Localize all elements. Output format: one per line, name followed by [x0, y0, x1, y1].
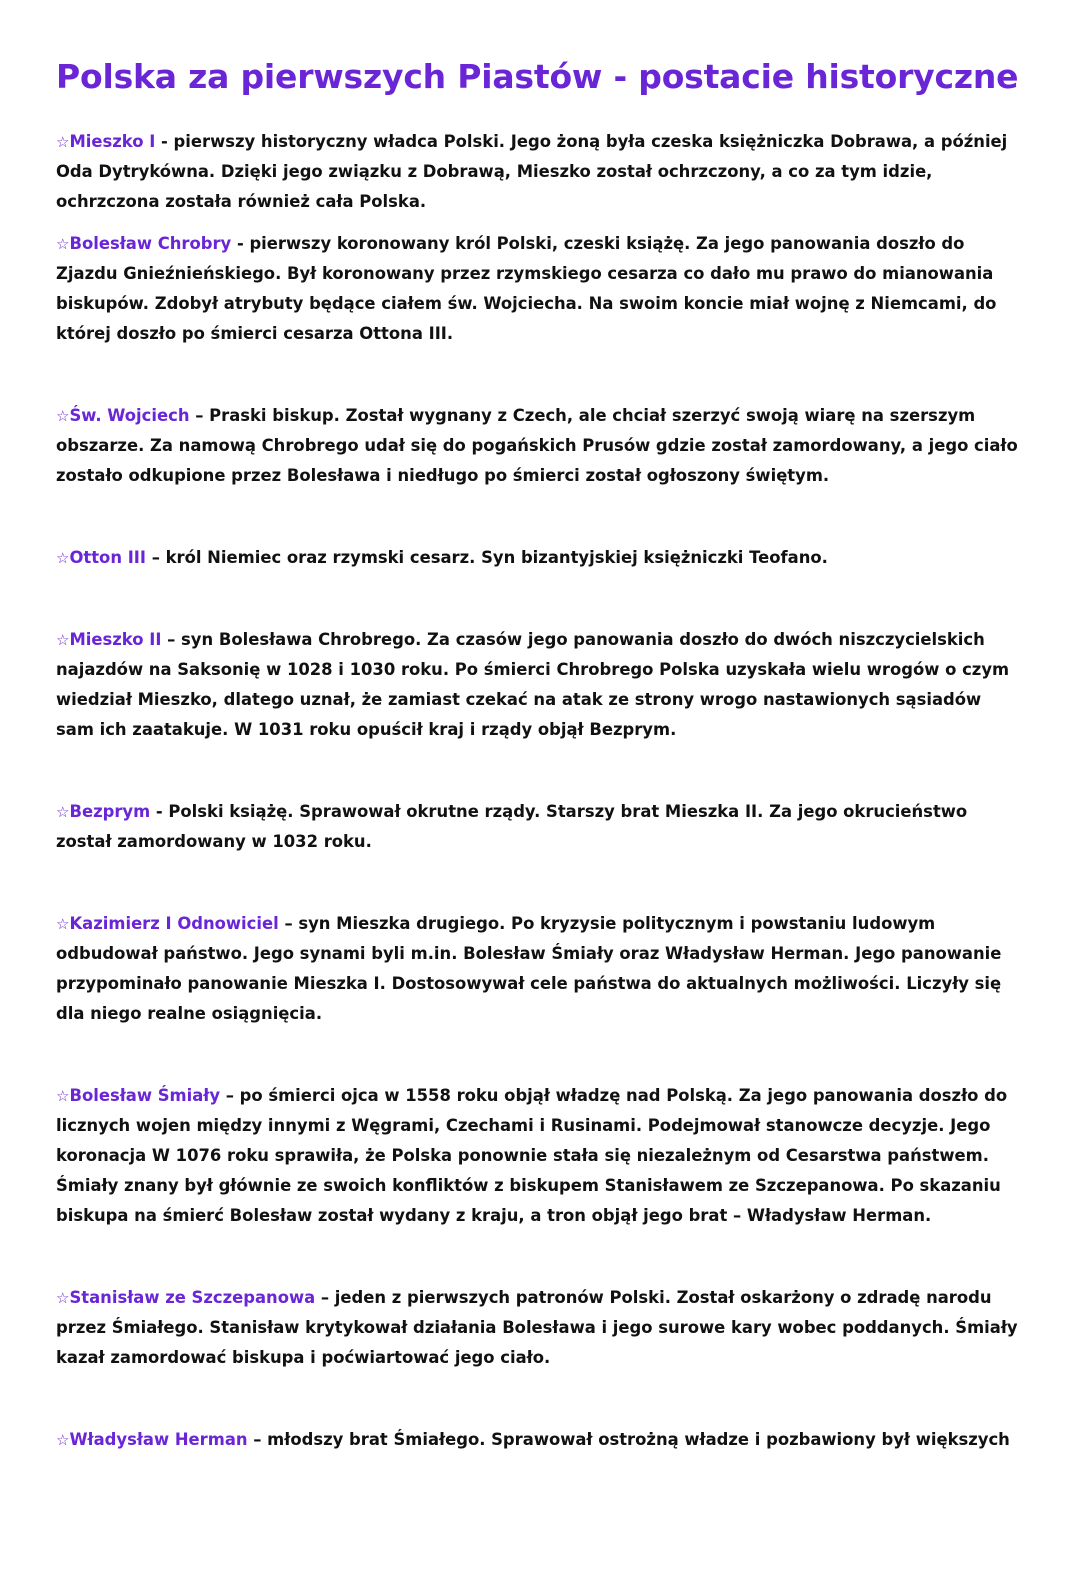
entry-stanislaw-ze-szczepanowa: [56, 1283, 1024, 1373]
entry-name: Mieszko I: [69, 132, 156, 151]
entry-text: – syn Bolesława Chrobrego. Za czasów jego panowania doszło do dwóch niszczycielskich najazdów na Saksonię w 1028 i 1030 roku. Po śmierci Chrobrego Polska uzyskała wielu wrogów o czym wiedział Mieszko, dlatego uznał, że zamiast czekać na atak ze strony wrogo nastawionych sąsiadów sam ich zaatakuje. W 1031 roku opuścił kraj i rządy objął Bezprym.: [56, 630, 1010, 739]
document-page: [56, 54, 1024, 1455]
entry-text: - pierwszy historyczny władca Polski. Jego żoną była czeska księżniczka Dobrawa, a później Oda Dytrykówna. Dzięki jego związku z Dobrawą, Mieszko został ochrzczony, a co za tym idzie, ochrzczona została również cała Polska.: [56, 132, 1008, 211]
entry-text: – król Niemiec oraz rzymski cesarz. Syn bizantyjskiej księżniczki Teofano.: [146, 548, 828, 567]
entry-text: – młodszy brat Śmiałego. Sprawował ostrożną władze i pozbawiony był większych: [247, 1430, 1010, 1449]
entry-name: Bezprym: [69, 802, 151, 821]
entry-text: – po śmierci ojca w 1558 roku objął władzę nad Polską. Za jego panowania doszło do licznych wojen między innymi z Węgrami, Czechami i Rusinami. Podejmował stanowcze decyzje. Jego koronacja W 1076 roku sprawiła, że Polska ponownie stała się niezależnym od Cesarstwa państwem. Śmiały znany był głównie ze swoich konfliktów z biskupem Stanisławem ze Szczepanowa. Po skazaniu biskupa na śmierć Bolesław został wydany z kraju, a tron objął jego brat – Władysław Herman.: [56, 1086, 1008, 1225]
entry-wladyslaw-herman: [56, 1425, 1024, 1455]
entry-text: – syn Mieszka drugiego. Po kryzysie politycznym i powstaniu ludowym odbudował państwo. Jego synami byli m.in. Bolesław Śmiały oraz Władysław Herman. Jego panowanie przypominało panowanie Mieszka I. Dostosowywał cele państwa do aktualnych możliwości. Liczyły się dla niego realne osiągnięcia.: [56, 914, 1002, 1023]
star-icon: ☆: [56, 915, 70, 933]
entry-bezprym: [56, 797, 1024, 857]
entry-name: Mieszko II: [69, 630, 162, 649]
entry-name: Św. Wojciech: [69, 406, 190, 425]
entry-text: - Polski książę. Sprawował okrutne rządy. Starszy brat Mieszka II. Za jego okrucieństwo został zamordowany w 1032 roku.: [56, 802, 968, 851]
entry-name: Otton III: [69, 548, 146, 567]
star-icon: ☆: [56, 631, 70, 649]
star-icon: ☆: [56, 407, 70, 425]
entry-name: Bolesław Chrobry: [69, 234, 232, 253]
entry-text: – jeden z pierwszych patronów Polski. Został oskarżony o zdradę narodu przez Śmiałego. Stanisław krytykował działania Bolesława i jego surowe kary wobec poddanych. Śmiały kazał zamordować biskupa i poćwiartować jego ciało.: [56, 1288, 1018, 1367]
entry-text: - pierwszy koronowany król Polski, czeski książę. Za jego panowania doszło do Zjazdu Gnieźnieńskiego. Był koronowany przez rzymskiego cesarza co dało mu prawo do mianowania biskupów. Zdobył atrybuty będące ciałem św. Wojciecha. Na swoim koncie miał wojnę z Niemcami, do której doszło po śmierci cesarza Ottona III.: [56, 234, 997, 343]
star-icon: ☆: [56, 1289, 70, 1307]
entry-mieszko-i: [56, 127, 1024, 217]
entry-kazimierz-odnowiciel: [56, 909, 1024, 1029]
entry-mieszko-ii: [56, 625, 1024, 745]
star-icon: ☆: [56, 803, 70, 821]
star-icon: ☆: [56, 1087, 70, 1105]
star-icon: ☆: [56, 1431, 70, 1449]
entry-boleslaw-chrobry: [56, 229, 1024, 349]
entry-name: Stanisław ze Szczepanowa: [69, 1288, 316, 1307]
entry-otton-iii: [56, 543, 1024, 573]
entry-name: Władysław Herman: [69, 1430, 248, 1449]
entry-boleslaw-smialy: [56, 1081, 1024, 1231]
star-icon: ☆: [56, 133, 70, 151]
star-icon: ☆: [56, 235, 70, 253]
entry-name: Kazimierz I Odnowiciel: [69, 914, 279, 933]
entry-text: – Praski biskup. Został wygnany z Czech, ale chciał szerzyć swoją wiarę na szerszym obszarze. Za namową Chrobrego udał się do pogańskich Prusów gdzie został zamordowany, a jego ciało zostało odkupione przez Bolesława i niedługo po śmierci został ogłoszony świętym.: [56, 406, 1018, 485]
star-icon: ☆: [56, 549, 70, 567]
entry-sw-wojciech: [56, 401, 1024, 491]
page-title: Polska za pierwszych Piastów - postacie historyczne: [56, 57, 1019, 96]
entry-name: Bolesław Śmiały: [69, 1086, 221, 1105]
